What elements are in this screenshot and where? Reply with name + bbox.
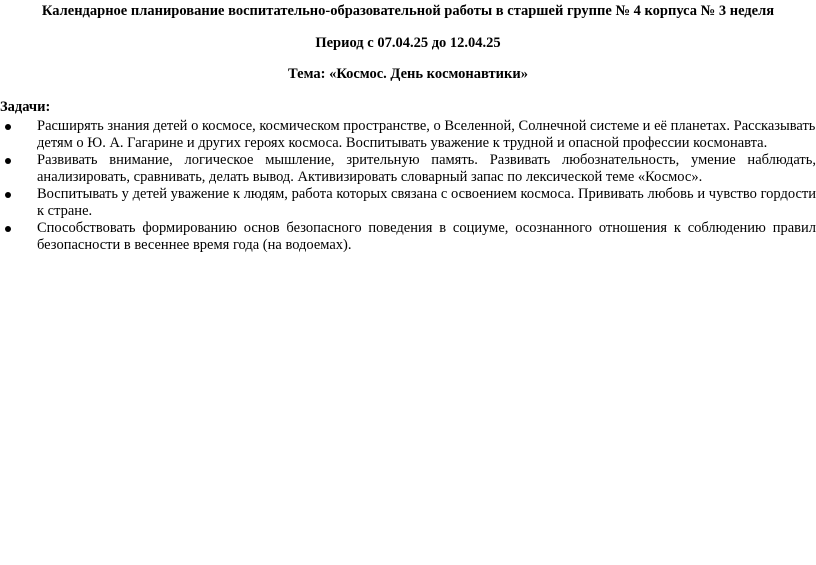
document-title: Календарное планирование воспитательно-образовательной работы в старшей группе № 4 корпуса № 3 неделя (41, 3, 775, 19)
tasks-list (0, 118, 816, 254)
task-item (0, 152, 816, 186)
period-line: Период с 07.04.25 до 12.04.25 (315, 35, 501, 51)
bullet-icon (5, 124, 11, 130)
topic-line: Тема: «Космос. День космонавтики» (288, 66, 528, 82)
task-text: Способствовать формированию основ безопасного поведения в социуме, осознанного отношения к соблюдению правил безопасности в весеннее время года (на водоемах). (37, 220, 816, 253)
task-text: Воспитывать у детей уважение к людям, работа которых связана с освоением космоса. Прививать любовь и чувство гордости к стране. (37, 186, 816, 219)
bullet-icon (5, 192, 11, 198)
task-item (0, 118, 816, 152)
task-item (0, 186, 816, 220)
task-text: Расширять знания детей о космосе, космическом пространстве, о Вселенной, Солнечной системе и её планетах. Рассказывать детям о Ю. А. Гагарине и других героях космоса. Воспитывать уважение к трудной и опасной профессии космонавта. (37, 118, 816, 151)
bullet-icon (5, 158, 11, 164)
task-item (0, 220, 816, 254)
tasks-heading: Задачи: (0, 99, 51, 115)
task-text: Развивать внимание, логическое мышление, зрительную память. Развивать любознательность, умение наблюдать, анализировать, сравнивать, делать вывод. Активизировать словарный запас по лексической теме «Космос». (37, 152, 816, 185)
bullet-icon (5, 226, 11, 232)
